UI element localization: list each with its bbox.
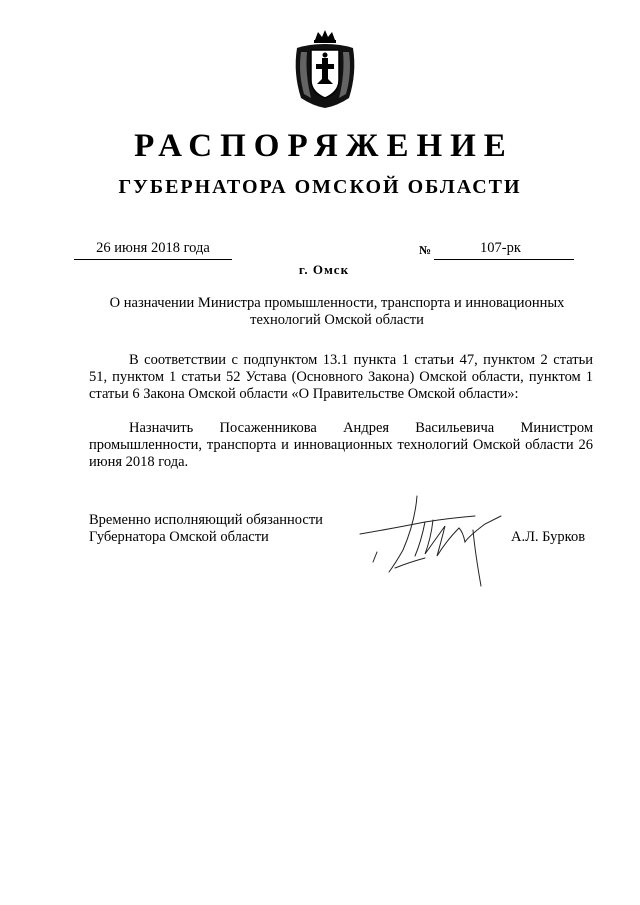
order-text: Назначить Посаженникова Андрея Васильевича Министром промышленности, транспорта и инновационных технологий Омской области 26 июня 2018 года. <box>89 420 593 470</box>
document-type-heading: РАСПОРЯЖЕНИЕ <box>134 128 514 164</box>
document-number <box>434 240 574 260</box>
signatory-title-line1: Временно исполняющий обязанности <box>89 512 323 528</box>
basis-paragraph <box>89 352 593 403</box>
signatory-title-line2: Губернатора Омской области <box>89 529 269 545</box>
handwritten-signature <box>355 492 505 592</box>
basis-text: В соответствии с подпунктом 13.1 пункта 1 статьи 47, пунктом 2 статьи 51, пунктом 1 статьи 52 Устава (Основного Закона) Омской области, пунктом 1 статьи 6 Закона Омской области «О Правительстве Омской области»: <box>89 352 593 402</box>
number-label: № <box>419 243 432 257</box>
document-date: 26 июня 2018 года <box>74 240 232 260</box>
document-place: г. Омск <box>298 262 350 277</box>
order-paragraph <box>89 420 593 471</box>
document-subject: О назначении Министра промышленности, транспорта и инновационных технологий Омской области <box>109 295 565 328</box>
signatory-title <box>89 512 323 546</box>
signatory-name: А.Л. Бурков <box>511 529 586 545</box>
coat-of-arms-icon <box>291 28 359 110</box>
document-number-value: 107-рк <box>480 240 521 256</box>
issuer-heading: ГУБЕРНАТОРА ОМСКОЙ ОБЛАСТИ <box>118 176 522 198</box>
